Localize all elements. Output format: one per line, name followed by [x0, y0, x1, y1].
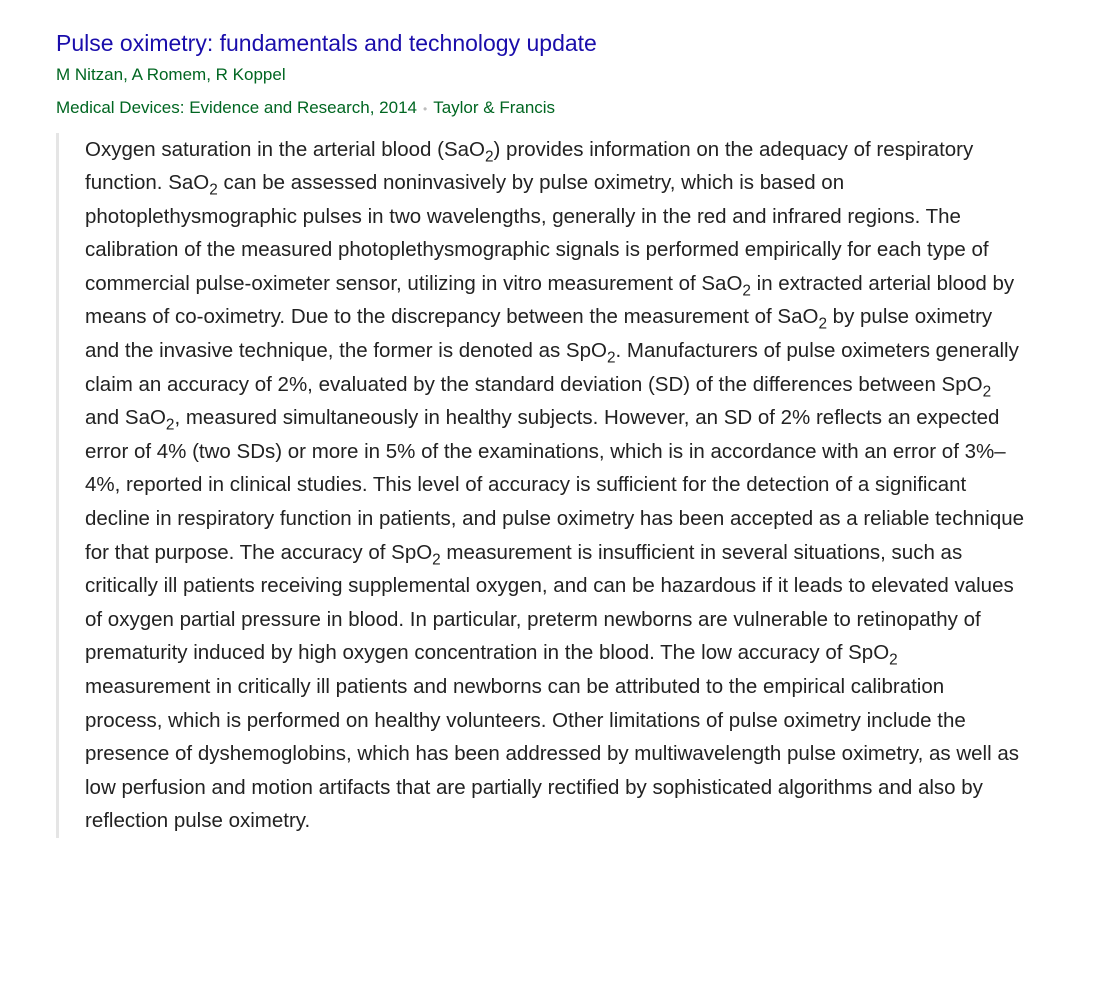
abstract-segment: ) provides information on the adequacy of respiratory function. SaO — [85, 137, 974, 195]
result-title-link[interactable]: Pulse oximetry: fundamentals and technology update — [56, 30, 597, 56]
subscript-2: 2 — [165, 416, 175, 434]
subscript-2: 2 — [889, 651, 898, 669]
abstract-segment: , measured simultaneously in healthy subjects. However, an SD of 2% reflects an expected error of 4% (two SDs) or more in 5% of the examinations, which is in accordance with an error of 3%–4%, reported in clinical studies. This level of accuracy is sufficient for the detection of a significant decline in respiratory function in patients, and pulse oximetry has been accepted as a reliable technique for that purpose. The accuracy of SpO — [85, 406, 1025, 564]
abstract-text — [85, 133, 1025, 838]
subscript-2: 2 — [742, 282, 751, 300]
subscript-2: 2 — [484, 147, 494, 165]
subscript-2: 2 — [606, 349, 616, 367]
subscript-2: 2 — [209, 181, 218, 199]
subscript-2: 2 — [818, 315, 827, 333]
subscript-2: 2 — [432, 551, 441, 569]
abstract-segment: by pulse oximetry and the invasive technique, the former is denoted as SpO — [85, 305, 993, 363]
result-authors: M Nitzan, A Romem, R Koppel — [56, 65, 286, 84]
abstract-segment: Oxygen saturation in the arterial blood (SaO — [85, 137, 485, 161]
abstract-segment: measurement is insufficient in several situations, such as critically ill patients receiving supplemental oxygen, and can be hazardous if it leads to elevated values of oxygen partial pressure in blood. In particular, preterm newborns are vulnerable to retinopathy of prematurity induced by high oxygen concentration in the blood. The low accuracy of SpO — [85, 540, 1014, 665]
separator-dot: • — [422, 101, 428, 116]
search-result — [56, 28, 1066, 838]
result-publisher: Taylor & Francis — [433, 98, 556, 117]
abstract-segment: in extracted arterial blood by means of co-oximetry. Due to the discrepancy between the measurement of SaO — [85, 271, 1015, 329]
result-abstract — [56, 133, 1025, 838]
abstract-segment: measurement in critically ill patients and newborns can be attributed to the empirical calibration process, which is performed on healthy volunteers. Other limitations of pulse oximetry include the presence of dyshemoglobins, which has been addressed by multiwavelength pulse oximetry, as well as low perfusion and motion artifacts that are partially rectified by sophisticated algorithms and also by reflection pulse oximetry. — [85, 675, 1020, 833]
subscript-2: 2 — [982, 383, 992, 401]
abstract-segment: and SaO — [85, 406, 166, 430]
abstract-segment: . Manufacturers of pulse oximeters generally claim an accuracy of 2%, evaluated by the standard deviation (SD) of the differences between SpO — [85, 339, 1019, 396]
result-source-line — [56, 96, 1066, 121]
result-journal: Medical Devices: Evidence and Research, 2014 — [56, 98, 417, 117]
abstract-segment: can be assessed noninvasively by pulse oximetry, which is based on photoplethysmographic pulses in two wavelengths, generally in the red and infrared regions. The calibration of the measured photoplethysmographic signals is performed empirically for each type of commercial pulse-oximeter sensor, utilizing in vitro measurement of SaO — [85, 171, 989, 295]
